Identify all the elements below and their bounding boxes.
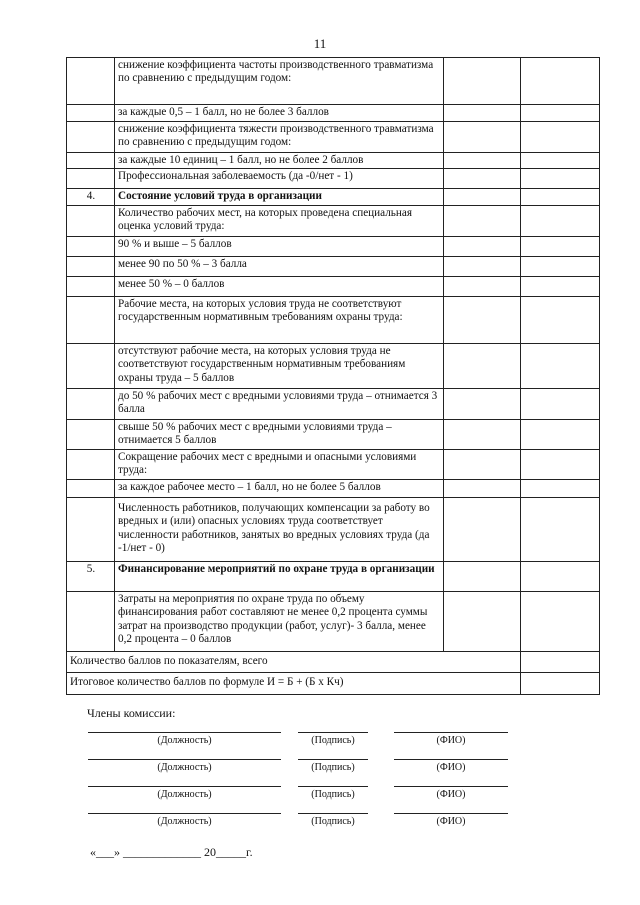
row-text: за каждые 10 единиц – 1 балл, но не более 2 баллов	[115, 153, 444, 169]
value-cell	[444, 105, 521, 122]
score-cell	[521, 169, 600, 189]
value-cell	[444, 344, 521, 389]
score-cell	[521, 592, 600, 652]
score-cell	[521, 344, 600, 389]
score-cell	[521, 389, 600, 420]
row-number	[67, 169, 115, 189]
row-text: менее 50 % – 0 баллов	[115, 277, 444, 297]
position-line	[88, 759, 281, 760]
value-cell	[444, 562, 521, 592]
name-caption: (ФИО)	[436, 762, 466, 773]
final-score-cell	[521, 673, 600, 695]
signature-caption: (Подпись)	[311, 735, 355, 746]
value-cell	[444, 592, 521, 652]
row-number	[67, 498, 115, 562]
row-number	[67, 257, 115, 277]
signature-line	[298, 813, 368, 814]
row-text: 90 % и выше – 5 баллов	[115, 237, 444, 257]
score-cell	[521, 206, 600, 237]
row-text: Количество рабочих мест, на которых проведена специальная оценка условий труда:	[115, 206, 444, 237]
signature-line	[298, 732, 368, 733]
row-number	[67, 480, 115, 498]
score-cell	[521, 562, 600, 592]
table-row	[67, 277, 600, 297]
score-cell	[521, 122, 600, 153]
score-cell	[521, 420, 600, 450]
row-number	[67, 420, 115, 450]
value-cell	[444, 389, 521, 420]
table-row	[67, 153, 600, 169]
row-text: Сокращение рабочих мест с вредными и опасными условиями труда:	[115, 450, 444, 480]
score-cell	[521, 257, 600, 277]
row-number	[67, 122, 115, 153]
position-line	[88, 732, 281, 733]
name-caption: (ФИО)	[436, 816, 466, 827]
section-number: 4.	[67, 189, 115, 206]
value-cell	[444, 189, 521, 206]
table-row	[67, 344, 600, 389]
value-cell	[444, 237, 521, 257]
score-cell	[521, 297, 600, 344]
position-caption: (Должность)	[157, 816, 212, 827]
row-number	[67, 297, 115, 344]
value-cell	[444, 206, 521, 237]
row-text: менее 90 по 50 % – 3 балла	[115, 257, 444, 277]
section-title: Финансирование мероприятий по охране труда в организации	[115, 562, 444, 592]
value-cell	[444, 257, 521, 277]
table-row	[67, 420, 600, 450]
score-cell	[521, 480, 600, 498]
value-cell	[444, 420, 521, 450]
position-line	[88, 786, 281, 787]
value-cell	[444, 277, 521, 297]
name-caption: (ФИО)	[436, 789, 466, 800]
row-text: снижение коэффициента частоты производственного травматизма по сравнению с предыдущим годом:	[115, 58, 444, 105]
row-number	[67, 344, 115, 389]
row-text: Рабочие места, на которых условия труда не соответствуют государственным нормативным требованиям охраны труда:	[115, 297, 444, 344]
value-cell	[444, 169, 521, 189]
name-line	[394, 813, 508, 814]
position-line	[88, 813, 281, 814]
value-cell	[444, 58, 521, 105]
row-text: снижение коэффициента тяжести производственного травматизма по сравнению с предыдущим годом:	[115, 122, 444, 153]
value-cell	[444, 498, 521, 562]
row-number	[67, 450, 115, 480]
name-caption: (ФИО)	[436, 735, 466, 746]
value-cell	[444, 297, 521, 344]
criteria-table	[66, 57, 600, 695]
signature-caption: (Подпись)	[311, 789, 355, 800]
row-number	[67, 153, 115, 169]
value-cell	[444, 122, 521, 153]
name-line	[394, 732, 508, 733]
total-label: Количество баллов по показателям, всего	[67, 652, 521, 673]
page-number: 11	[313, 36, 327, 51]
name-line	[394, 786, 508, 787]
date-field: «___» _____________ 20_____г.	[90, 845, 253, 859]
table-row	[67, 105, 600, 122]
score-cell	[521, 498, 600, 562]
table-row	[67, 498, 600, 562]
row-number	[67, 277, 115, 297]
row-number	[67, 592, 115, 652]
row-number	[67, 389, 115, 420]
section-title: Состояние условий труда в организации	[115, 189, 444, 206]
row-text: Численность работников, получающих компенсации за работу во вредных и (или) опасных условиях труда соответствует численности работников, занятых во вредных условиях труда (да -1/нет - 0)	[115, 498, 444, 562]
final-total-row	[67, 673, 600, 695]
signature-caption: (Подпись)	[311, 816, 355, 827]
row-number	[67, 206, 115, 237]
value-cell	[444, 450, 521, 480]
signature-line	[298, 759, 368, 760]
row-text: до 50 % рабочих мест с вредными условиями труда – отнимается 3 балла	[115, 389, 444, 420]
table-row	[67, 237, 600, 257]
score-cell	[521, 58, 600, 105]
row-text: Затраты на мероприятия по охране труда по объему финансирования работ составляют не менее 0,2 процента суммы затрат на производство продукции (работ, услуг)- 3 балла, менее 0,2 процента – 0 баллов	[115, 592, 444, 652]
row-number	[67, 237, 115, 257]
row-text: свыше 50 % рабочих мест с вредными условиями труда – отнимается 5 баллов	[115, 420, 444, 450]
table-row	[67, 297, 600, 344]
total-score-cell	[521, 652, 600, 673]
score-cell	[521, 153, 600, 169]
score-cell	[521, 105, 600, 122]
row-number	[67, 105, 115, 122]
table-row	[67, 169, 600, 189]
signature-caption: (Подпись)	[311, 762, 355, 773]
commission-title: Члены комиссии:	[87, 706, 176, 720]
table-row	[67, 450, 600, 480]
table-row	[67, 480, 600, 498]
name-line	[394, 759, 508, 760]
table-row	[67, 592, 600, 652]
table-row	[67, 389, 600, 420]
score-cell	[521, 189, 600, 206]
row-text: за каждые 0,5 – 1 балл, но не более 3 баллов	[115, 105, 444, 122]
row-text: за каждое рабочее место – 1 балл, но не более 5 баллов	[115, 480, 444, 498]
score-cell	[521, 277, 600, 297]
section-number: 5.	[67, 562, 115, 592]
total-row	[67, 652, 600, 673]
row-text: отсутствуют рабочие места, на которых условия труда не соответствуют государственным нормативным требованиям охраны труда – 5 баллов	[115, 344, 444, 389]
table-row	[67, 58, 600, 105]
position-caption: (Должность)	[157, 762, 212, 773]
table-row	[67, 189, 600, 206]
position-caption: (Должность)	[157, 735, 212, 746]
row-text: Профессиональная заболеваемость (да -0/нет - 1)	[115, 169, 444, 189]
value-cell	[444, 153, 521, 169]
signature-line	[298, 786, 368, 787]
row-number	[67, 58, 115, 105]
table-row	[67, 122, 600, 153]
score-cell	[521, 237, 600, 257]
value-cell	[444, 480, 521, 498]
table-row	[67, 206, 600, 237]
final-total-label: Итоговое количество баллов по формуле И = Б + (Б х Кч)	[67, 673, 521, 695]
table-row	[67, 257, 600, 277]
score-cell	[521, 450, 600, 480]
table-row	[67, 562, 600, 592]
position-caption: (Должность)	[157, 789, 212, 800]
